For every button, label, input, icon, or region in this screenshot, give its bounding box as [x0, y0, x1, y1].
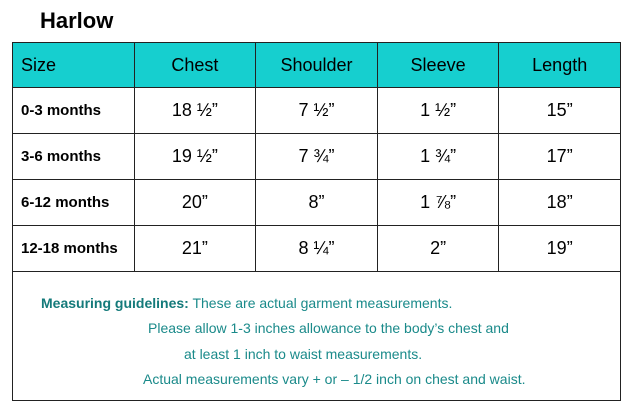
guidelines-line-1: [41, 295, 452, 311]
chest-cell: 21”: [134, 226, 256, 272]
table-header-row: [13, 43, 621, 88]
sleeve-cell: 2”: [377, 226, 499, 272]
chest-cell: 19 ½”: [134, 134, 256, 180]
shoulder-cell: 8 ¼”: [256, 226, 378, 272]
column-header-chest: Chest: [134, 43, 256, 88]
shoulder-cell: 8”: [256, 180, 378, 226]
size-cell: 12-18 months: [13, 226, 135, 272]
table-row: [13, 88, 621, 134]
sleeve-cell: 1 ¾”: [377, 134, 499, 180]
size-cell: 6-12 months: [13, 180, 135, 226]
page-title: Harlow: [40, 8, 114, 33]
column-header-shoulder: Shoulder: [256, 43, 378, 88]
length-cell: 19”: [499, 226, 621, 272]
chest-cell: 20”: [134, 180, 256, 226]
table-row: [13, 226, 621, 272]
length-cell: 17”: [499, 134, 621, 180]
chest-cell: 18 ½”: [134, 88, 256, 134]
sleeve-cell: 1 ½”: [377, 88, 499, 134]
column-header-sleeve: Sleeve: [377, 43, 499, 88]
table-row: [13, 134, 621, 180]
size-chart-table: [12, 42, 621, 272]
guidelines-line-3: at least 1 inch to waist measurements.: [184, 346, 423, 362]
column-header-length: Length: [499, 43, 621, 88]
size-cell: 0-3 months: [13, 88, 135, 134]
guidelines-label: Measuring guidelines:: [41, 295, 189, 311]
guidelines-text-1: These are actual garment measurements.: [188, 295, 453, 311]
sleeve-cell: 1 ⅞”: [377, 180, 499, 226]
length-cell: 18”: [499, 180, 621, 226]
column-header-size: Size: [13, 43, 135, 88]
length-cell: 15”: [499, 88, 621, 134]
measuring-guidelines-box: [12, 271, 621, 401]
size-cell: 3-6 months: [13, 134, 135, 180]
shoulder-cell: 7 ½”: [256, 88, 378, 134]
guidelines-line-2: Please allow 1-3 inches allowance to the body’s chest and: [148, 320, 509, 336]
guidelines-line-4: Actual measurements vary + or – 1/2 inch on chest and waist.: [143, 371, 526, 387]
table-row: [13, 180, 621, 226]
shoulder-cell: 7 ¾”: [256, 134, 378, 180]
